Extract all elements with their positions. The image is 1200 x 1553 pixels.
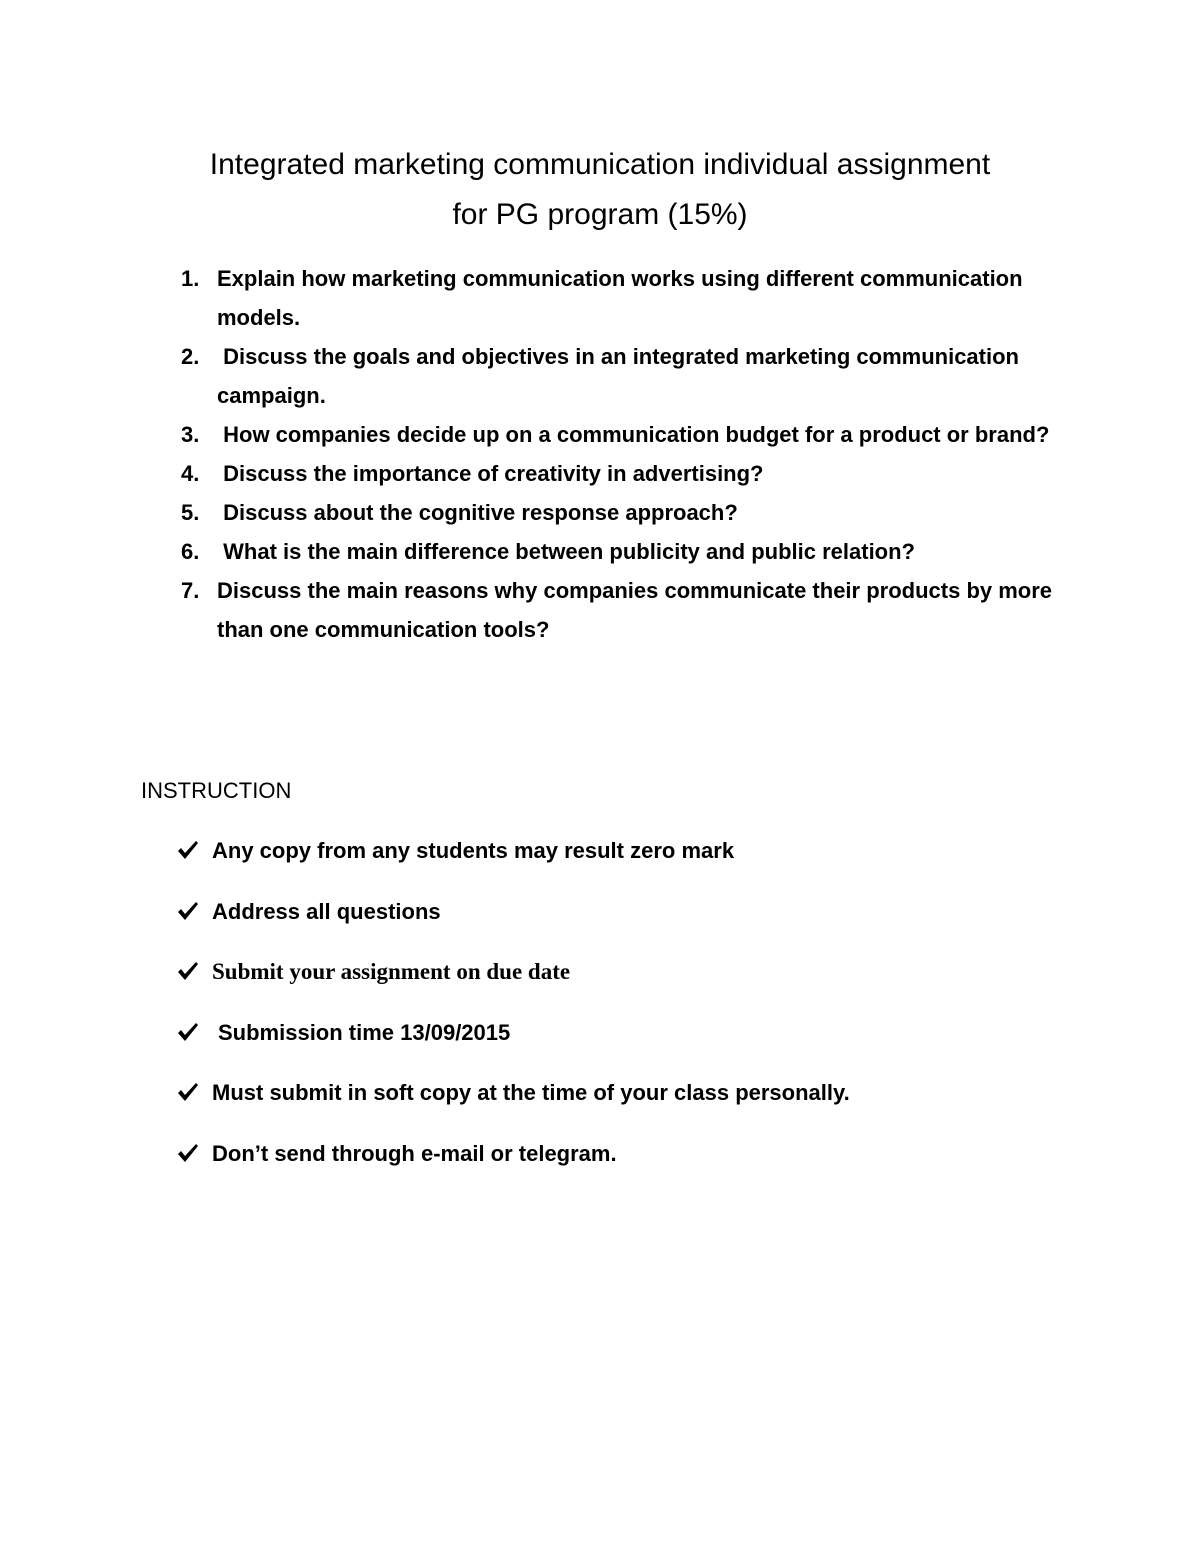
check-icon [176, 960, 200, 982]
question-text: Discuss the goals and objectives in an integrated marketing communication campaign. [217, 344, 1026, 408]
question-number: 4. [181, 461, 200, 486]
title-line-1: Integrated marketing communication individual assignment [209, 148, 991, 181]
question-text: What is the main difference between publicity and public relation? [217, 539, 915, 564]
instruction-item-2 [0, 893, 1200, 954]
question-text: Discuss the main reasons why companies communicate their products by more than one communication tools? [217, 578, 1053, 642]
title-line-2: for PG program (15%) [452, 198, 748, 231]
question-item-7 [0, 571, 1057, 649]
question-text: Discuss about the cognitive response approach? [217, 500, 738, 525]
instruction-text: Submission time 13/09/2015 [218, 1019, 511, 1045]
instruction-item-4 [0, 1014, 1200, 1075]
question-number: 3. [181, 422, 200, 447]
question-text: Explain how marketing communication works using different communication models. [217, 266, 1023, 330]
question-number: 6. [181, 539, 200, 564]
instruction-item-3 [0, 953, 1200, 1014]
check-icon [176, 1081, 200, 1103]
instruction-text: Address all questions [212, 898, 441, 924]
instruction-list [0, 832, 1200, 1195]
question-number: 5. [181, 500, 200, 525]
instruction-heading: INSTRUCTION [141, 778, 292, 803]
instruction-item-5 [0, 1074, 1200, 1135]
check-icon [176, 839, 200, 861]
question-list [0, 259, 1200, 649]
question-text: Discuss the importance of creativity in advertising? [217, 461, 764, 486]
question-number: 1. [181, 266, 200, 291]
check-icon [176, 900, 200, 922]
page-title [100, 140, 1100, 240]
instruction-text: Submit your assignment on due date [212, 959, 571, 984]
question-item-5 [0, 493, 1057, 532]
instruction-text: Any copy from any students may result zero mark [212, 838, 735, 863]
check-icon [176, 1142, 200, 1164]
question-text: How companies decide up on a communication budget for a product or brand? [217, 422, 1050, 447]
check-icon [176, 1021, 200, 1043]
instruction-item-1 [0, 832, 1200, 893]
question-item-1 [0, 259, 1057, 337]
instruction-text: Must submit in soft copy at the time of your class personally. [212, 1080, 850, 1105]
question-number: 2. [181, 344, 200, 369]
question-item-2 [0, 337, 1057, 415]
question-item-6 [0, 532, 1057, 571]
question-item-4 [0, 454, 1057, 493]
instruction-item-6 [0, 1135, 1200, 1196]
question-number: 7. [181, 578, 200, 603]
instruction-text: Don’t send through e-mail or telegram. [212, 1140, 617, 1166]
question-item-3 [0, 415, 1057, 454]
